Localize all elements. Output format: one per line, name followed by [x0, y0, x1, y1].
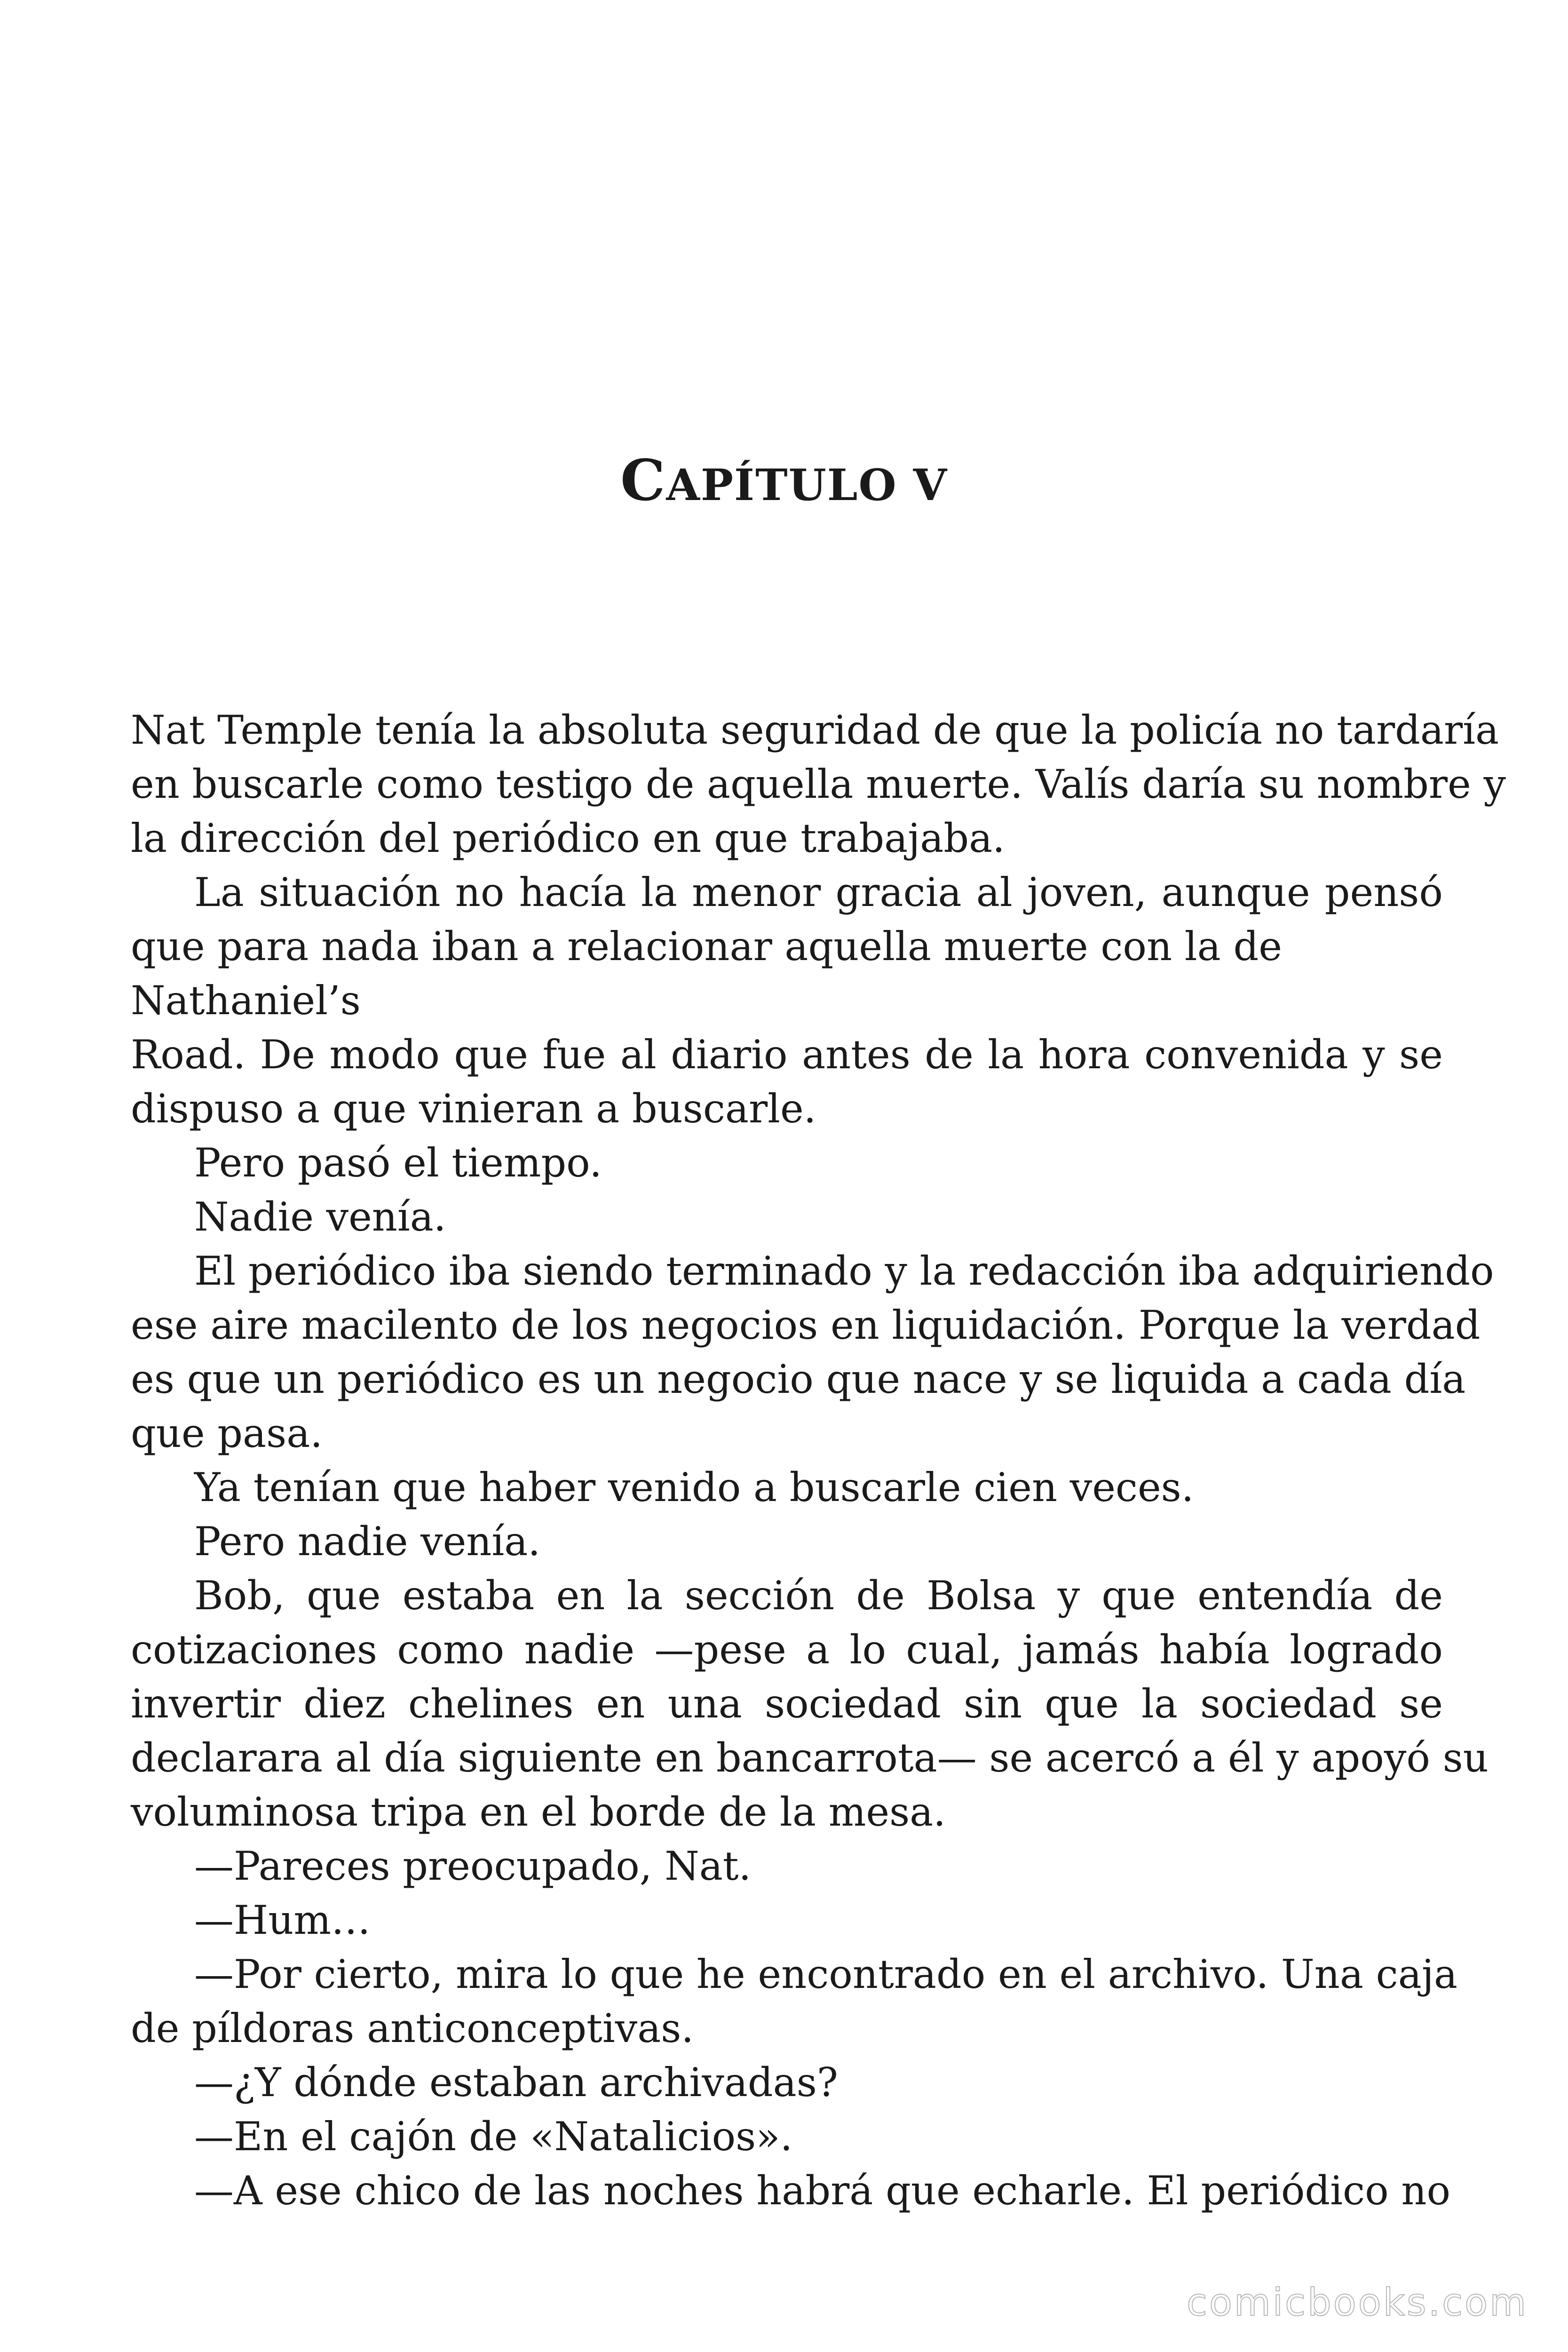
chapter-title-rest: APÍTULO V [666, 460, 948, 510]
text-line: —A ese chico de las noches habrá que echarle. El periódico no [194, 2168, 1451, 2214]
text-line: —Por cierto, mira lo que he encontrado en el archivo. Una caja [194, 1951, 1457, 1997]
text-line: —En el cajón de «Natalicios». [194, 2114, 793, 2160]
text-line: declarara al día siguiente en bancarrota— se acercó a él y apoyó su [131, 1735, 1489, 1781]
text-line: de píldoras anticonceptivas. [131, 2005, 694, 2051]
text-line: Pero pasó el tiempo. [194, 1140, 602, 1186]
text-line: Nathaniel’s [131, 977, 361, 1024]
text-line: es que un periódico es un negocio que nace y se liquida a cada día [131, 1356, 1466, 1402]
text-line: El periódico iba siendo terminado y la redacción iba adquiriendo [194, 1248, 1494, 1294]
text-line: cotizaciones como nadie —pese a lo cual, jamás había logrado [131, 1627, 1443, 1673]
text-line: voluminosa tripa en el borde de la mesa. [131, 1789, 946, 1835]
text-line: dispuso a que vinieran a buscarle. [131, 1086, 816, 1132]
text-line: La situación no hacía la menor gracia al joven, aunque pensó [194, 869, 1443, 915]
text-line: —¿Y dónde estaban archivadas? [194, 2059, 838, 2106]
watermark-logo: comicbooks.com [1186, 2280, 1528, 2324]
chapter-title-initial: C [620, 447, 666, 514]
text-line: —Hum… [194, 1897, 371, 1943]
chapter-body-text [131, 703, 1506, 2218]
text-line: que pasa. [131, 1410, 323, 1456]
text-line: —Pareces preocupado, Nat. [194, 1843, 752, 1889]
text-line: Bob, que estaba en la sección de Bolsa y que entendía de [194, 1573, 1443, 1619]
chapter-title [0, 447, 1568, 515]
text-line: que para nada iban a relacionar aquella muerte con la de [131, 923, 1282, 969]
text-line: Ya tenían que haber venido a buscarle cien veces. [194, 1464, 1194, 1510]
text-line: la dirección del periódico en que trabajaba. [131, 815, 1005, 861]
text-line: ese aire macilento de los negocios en liquidación. Porque la verdad [131, 1302, 1481, 1348]
text-line: en buscarle como testigo de aquella muerte. Valís daría su nombre y [131, 761, 1506, 807]
text-line: Road. De modo que fue al diario antes de la hora convenida y se [131, 1032, 1443, 1078]
text-line: invertir diez chelines en una sociedad sin que la sociedad se [131, 1681, 1443, 1727]
text-line: Pero nadie venía. [194, 1518, 541, 1565]
text-line: Nat Temple tenía la absoluta seguridad de que la policía no tardaría [131, 707, 1499, 753]
text-line: Nadie venía. [194, 1194, 446, 1240]
